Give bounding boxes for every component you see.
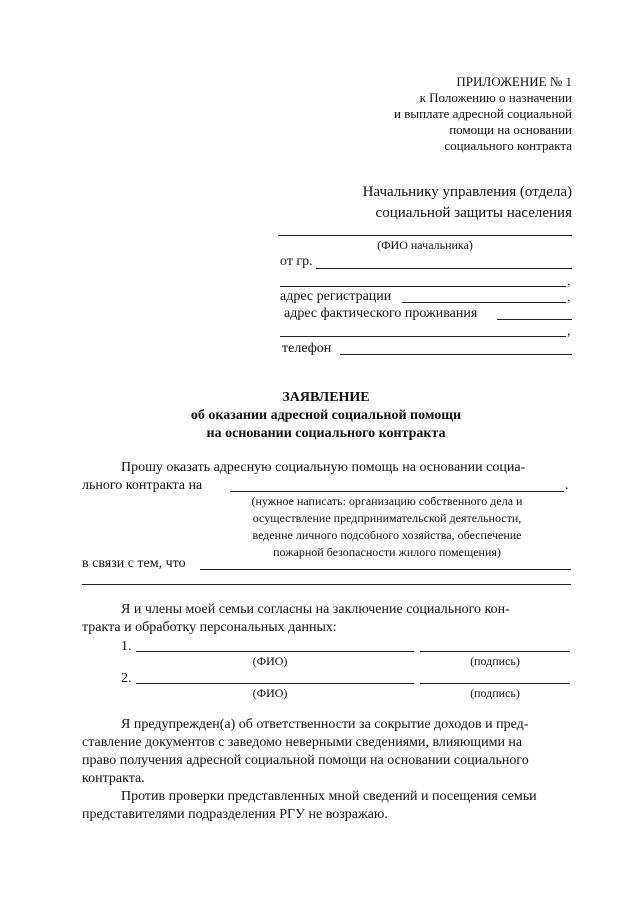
appendix-line: помощи на основании <box>449 122 572 137</box>
hint-line: веденне личного подсобного хозяйства, обеспечение <box>252 528 522 542</box>
member-sign-line[interactable] <box>420 651 570 652</box>
actual-address-label: адрес фактического проживания <box>284 306 478 321</box>
warning-line: Я предупрежден(а) об ответственности за сокрытие доходов и пред- <box>121 717 529 732</box>
appendix-line: к Положению о назначении <box>419 90 572 105</box>
sign-caption: (подпись) <box>470 686 520 700</box>
phone-line[interactable] <box>340 354 572 355</box>
head-name-caption: (ФИО начальника) <box>377 238 473 252</box>
appendix-block <box>312 74 572 154</box>
title-line: на основании социального контракта <box>206 426 446 441</box>
consent-line-2: тракта и обработку персональных данных: <box>82 620 337 635</box>
comma: , <box>567 290 571 305</box>
registration-label: адрес регистрации <box>280 289 392 304</box>
addressee-block <box>272 183 572 222</box>
member-number: 1. <box>121 639 132 654</box>
reason-line[interactable] <box>200 569 571 570</box>
from-label: от гр. <box>280 254 313 269</box>
consent-line-1: Я и члены моей семьи согласны на заключение социального кон- <box>121 602 510 617</box>
check-line: представителями подразделения РГУ не возражаю. <box>82 807 388 822</box>
purpose-hint <box>232 494 542 560</box>
fio-caption: (ФИО) <box>252 654 288 668</box>
end-dot: . <box>565 478 569 493</box>
appendix-line: и выплате адресной социальной <box>394 106 572 121</box>
sign-caption: (подпись) <box>470 654 520 668</box>
addressee-line: Начальнику управления (отдела) <box>362 184 572 200</box>
title-line: ЗАЯВЛЕНИЕ <box>282 390 370 405</box>
appendix-title: ПРИЛОЖЕНИЕ № 1 <box>456 74 572 89</box>
hint-line: (нужное написать: организацию собственного дела и <box>251 494 523 508</box>
title-line: об оказании адресной социальной помощи <box>190 408 462 423</box>
addressee-line: социальной защиты населения <box>375 205 572 221</box>
member-fio-line[interactable] <box>136 651 414 652</box>
contract-purpose-line[interactable] <box>230 491 564 492</box>
phone-label: телефон <box>282 341 332 356</box>
warning-line: право получения адресной социальной помощи на основании социального <box>82 753 529 768</box>
reason-label: в связи с тем, что <box>82 556 186 571</box>
registration-line[interactable] <box>402 302 566 303</box>
actual-address-line[interactable] <box>497 319 572 320</box>
check-line: Против проверки представленных мной сведений и посещения семьи <box>121 789 537 804</box>
reason-line-2[interactable] <box>82 584 571 585</box>
appendix-line: социального контракта <box>444 138 572 153</box>
request-line-2: льного контракта на <box>82 478 203 493</box>
from-name-line[interactable] <box>316 268 572 269</box>
comma: , <box>567 324 571 339</box>
member-fio-line[interactable] <box>136 683 414 684</box>
request-line-1: Прошу оказать адресную социальную помощь на основании социа- <box>121 460 526 475</box>
member-sign-line[interactable] <box>420 683 570 684</box>
head-name-line[interactable] <box>278 235 572 236</box>
document-title <box>80 389 572 442</box>
warning-line: ставление документов с заведомо неверными сведениями, влияющими на <box>82 735 523 750</box>
fio-caption: (ФИО) <box>252 686 288 700</box>
from-name-line-2[interactable] <box>280 286 566 287</box>
hint-line: осуществление предпринимательской деятельности, <box>252 511 522 525</box>
comma: , <box>567 274 571 289</box>
member-number: 2. <box>121 671 132 686</box>
hint-line: пожарной безопасности жилого помещения) <box>273 545 501 559</box>
actual-address-line-2[interactable] <box>280 336 566 337</box>
warning-line: контракта. <box>82 771 145 786</box>
